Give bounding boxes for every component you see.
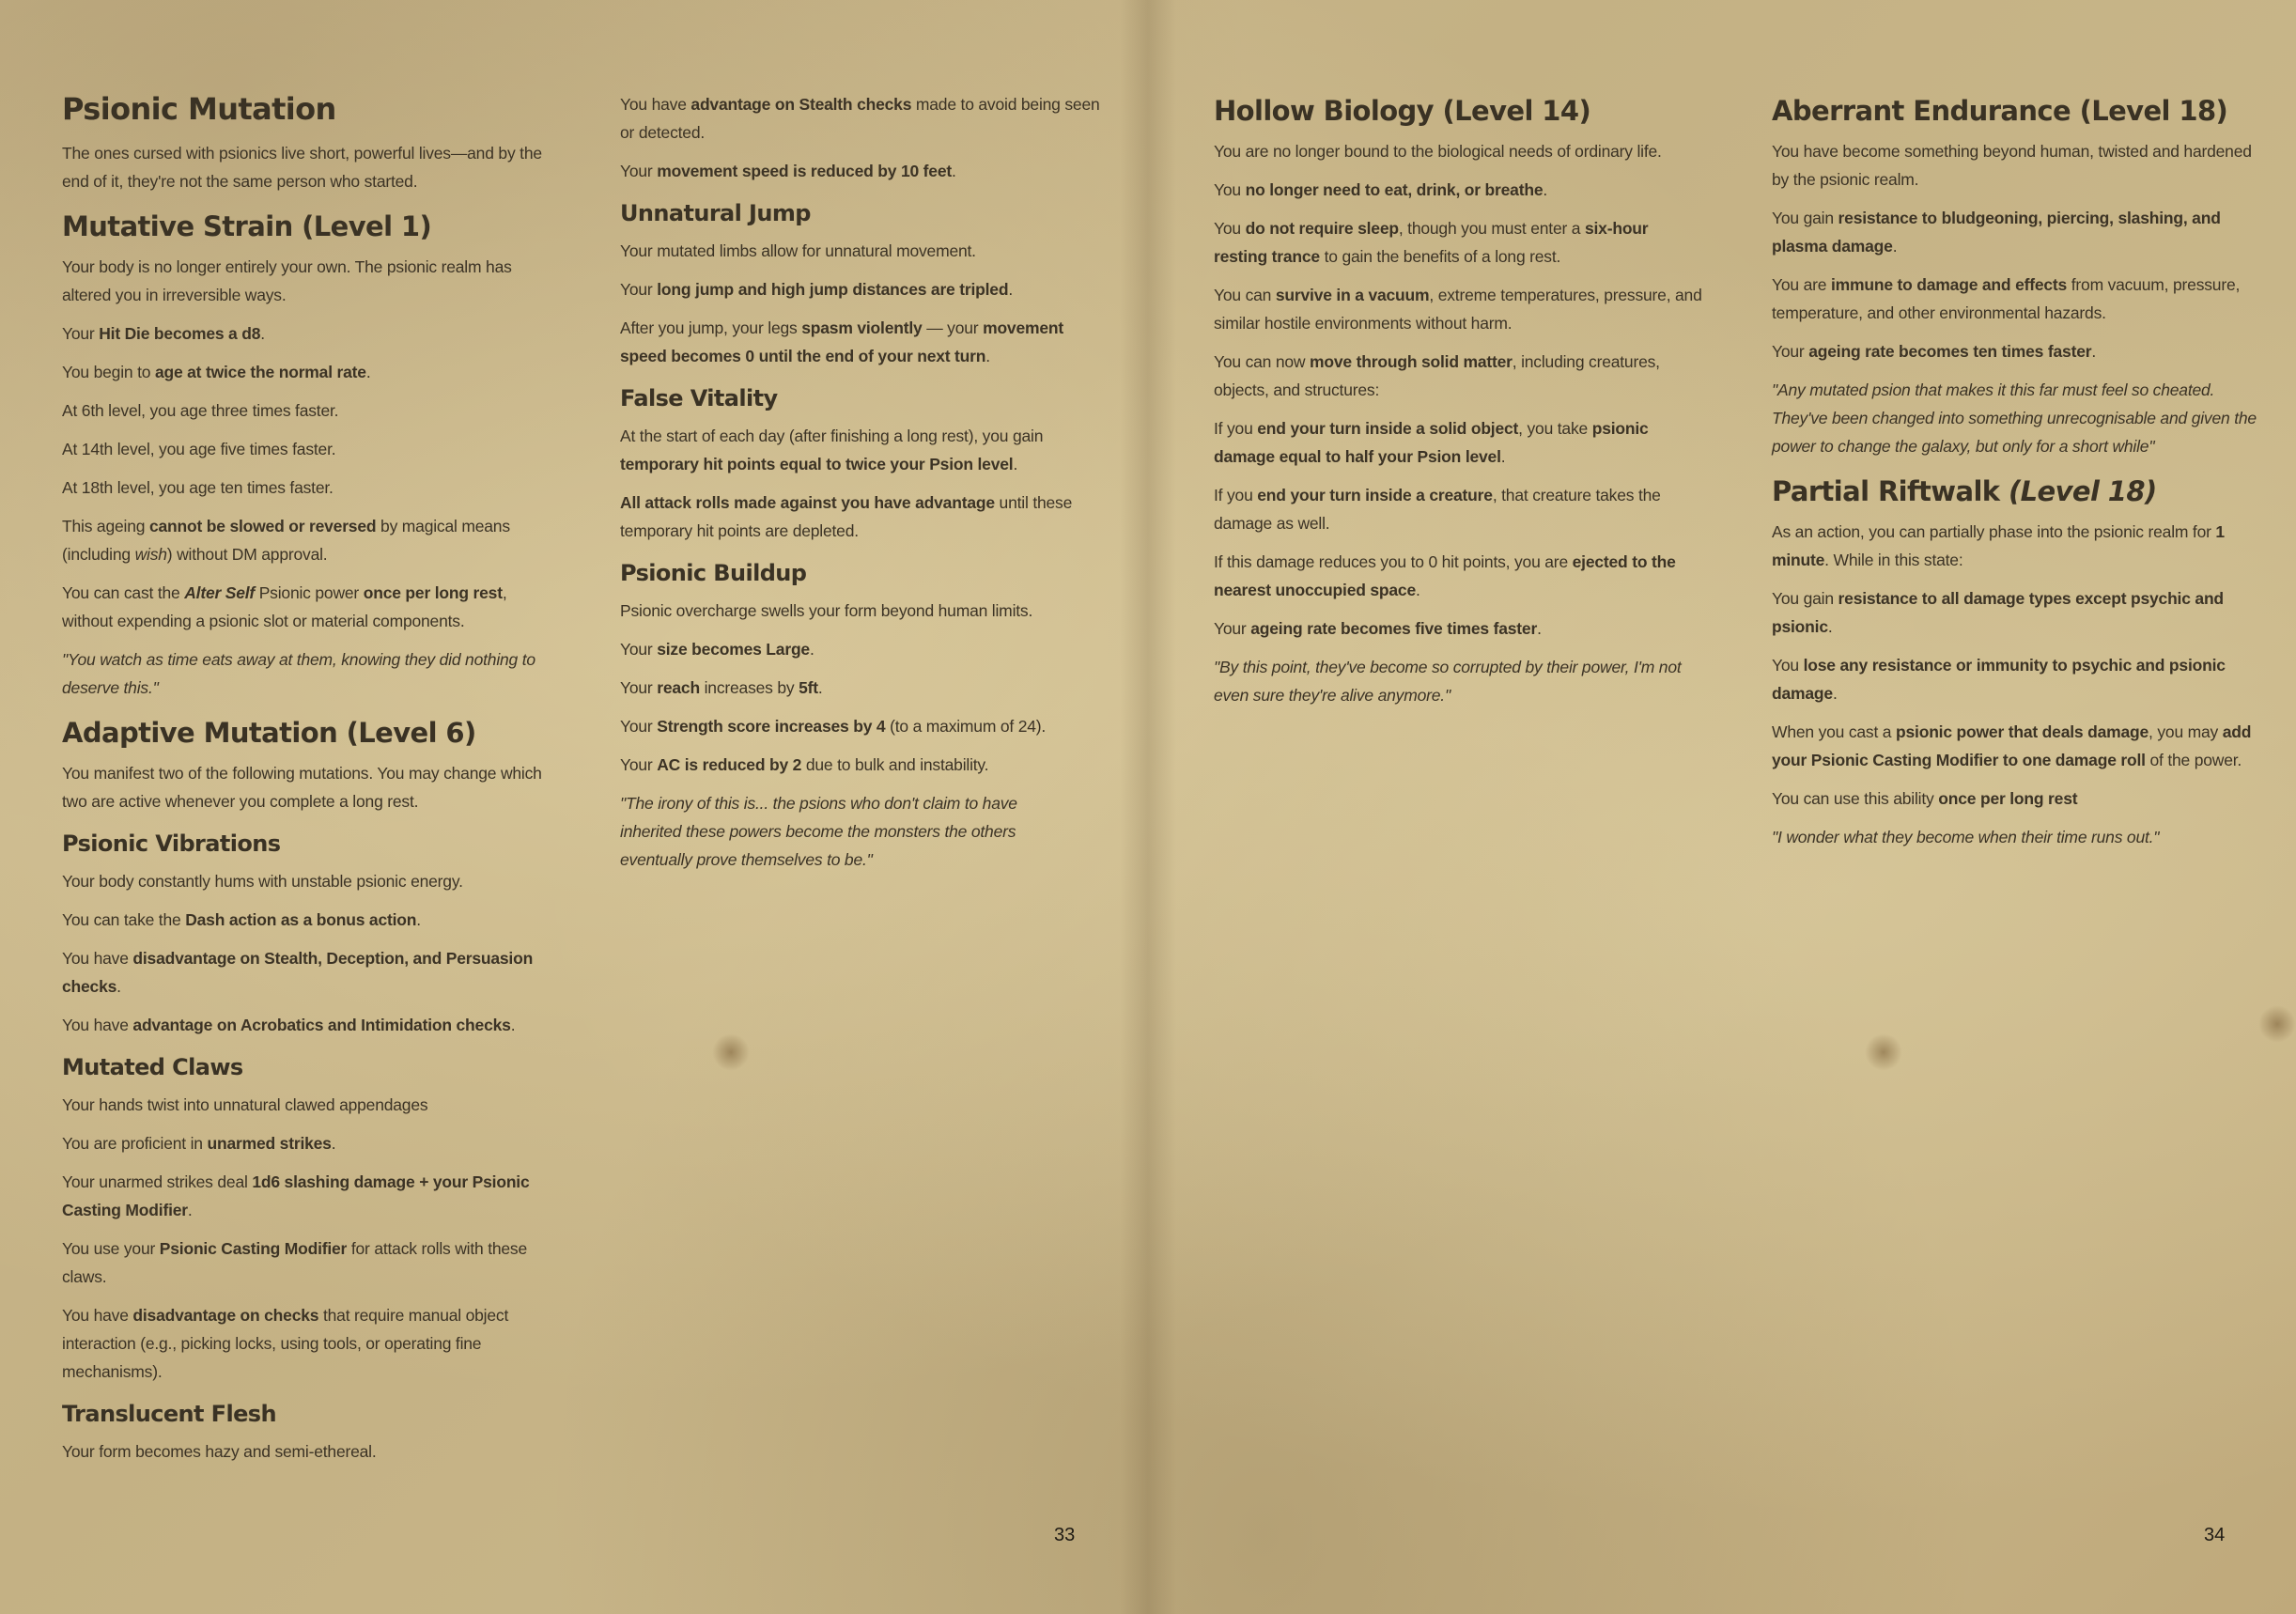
paragraph: When you cast a psionic power that deals damage, you may add your Psionic Casting Modifier to one damage roll of the power.	[1772, 722, 2252, 769]
left-column-2	[620, 90, 1109, 884]
false-vitality-heading: False Vitality	[620, 385, 778, 411]
paragraph: This ageing cannot be slowed or reversed by magical means (including wish) without DM approval.	[62, 517, 510, 564]
paragraph: You can take the Dash action as a bonus action.	[62, 910, 421, 929]
paragraph: You have disadvantage on Stealth, Deception, and Persuasion checks.	[62, 949, 534, 996]
paragraph: You lose any resistance or immunity to psychic and psionic damage.	[1772, 656, 2226, 703]
flavor-quote: "Any mutated psion that makes it this far must feel so cheated. They've been changed into something unrecognisable and given the power to change the galaxy, but only for a short while"	[1772, 380, 2257, 456]
paragraph: At 14th level, you age five times faster.	[62, 440, 336, 458]
paper-stain	[1865, 1033, 1902, 1071]
paragraph: Your mutated limbs allow for unnatural movement.	[620, 241, 976, 260]
paragraph: You have advantage on Acrobatics and Intimidation checks.	[62, 1016, 516, 1034]
paragraph: You no longer need to eat, drink, or breathe.	[1214, 180, 1548, 199]
paragraph: Your body constantly hums with unstable psionic energy.	[62, 872, 463, 891]
paragraph: You gain resistance to all damage types except psychic and psionic.	[1772, 589, 2224, 636]
paragraph: You have advantage on Stealth checks made to avoid being seen or detected.	[620, 95, 1100, 142]
paragraph: Psionic overcharge swells your form beyond human limits.	[620, 601, 1033, 620]
paragraph: If you end your turn inside a solid object, you take psionic damage equal to half your Psion level.	[1214, 419, 1649, 466]
paragraph: At 18th level, you age ten times faster.	[62, 478, 334, 497]
left-column-1	[62, 86, 551, 1476]
paragraph: You are no longer bound to the biological needs of ordinary life.	[1214, 142, 1662, 161]
paragraph: You can survive in a vacuum, extreme temperatures, pressure, and similar hostile environments without harm.	[1214, 286, 1702, 333]
mutative-strain-heading: Mutative Strain (Level 1)	[62, 210, 432, 242]
paragraph: You can now move through solid matter, including creatures, objects, and structures:	[1214, 352, 1660, 399]
psionic-buildup-heading: Psionic Buildup	[620, 560, 807, 586]
hollow-biology-heading: Hollow Biology (Level 14)	[1214, 95, 1591, 127]
paragraph: You begin to age at twice the normal rate.	[62, 363, 371, 381]
paragraph: You can use this ability once per long rest	[1772, 789, 2078, 808]
paper-stain	[2258, 1005, 2296, 1043]
paragraph: Your movement speed is reduced by 10 feet.	[620, 162, 956, 180]
paragraph: As an action, you can partially phase into the psionic realm for 1 minute. While in this state:	[1772, 522, 2225, 569]
paragraph: After you jump, your legs spasm violently — your movement speed becomes 0 until the end of your next turn.	[620, 318, 1064, 365]
paragraph: You have disadvantage on checks that require manual object interaction (e.g., picking locks, using tools, or operating fine mechanisms).	[62, 1306, 509, 1381]
psionic-vibrations-heading: Psionic Vibrations	[62, 830, 281, 857]
paragraph: You can cast the Alter Self Psionic power once per long rest, without expending a psionic slot or material components.	[62, 583, 507, 630]
paragraph: Your hands twist into unnatural clawed appendages	[62, 1095, 428, 1114]
paragraph: Your size becomes Large.	[620, 640, 814, 659]
paragraph: Your AC is reduced by 2 due to bulk and instability.	[620, 755, 989, 774]
intro-text: The ones cursed with psionics live short, powerful lives—and by the end of it, they're not the same person who started.	[62, 144, 542, 191]
right-column-1	[1214, 90, 1702, 720]
paragraph: If you end your turn inside a creature, that creature takes the damage as well.	[1214, 486, 1661, 533]
section-title: Psionic Mutation	[62, 91, 336, 127]
paragraph: Your form becomes hazy and semi-ethereal.	[62, 1442, 377, 1461]
flavor-quote: "By this point, they've become so corrupted by their power, I'm not even sure they're alive anymore."	[1214, 658, 1682, 705]
paragraph: You use your Psionic Casting Modifier for attack rolls with these claws.	[62, 1239, 528, 1286]
flavor-quote: "You watch as time eats away at them, knowing they did nothing to deserve this."	[62, 650, 535, 697]
paragraph: Your unarmed strikes deal 1d6 slashing damage + your Psionic Casting Modifier.	[62, 1172, 530, 1219]
paragraph: At 6th level, you age three times faster.	[62, 401, 339, 420]
paragraph: Your ageing rate becomes five times faster.	[1214, 619, 1542, 638]
paragraph: Your ageing rate becomes ten times faster.	[1772, 342, 2097, 361]
aberrant-endurance-heading: Aberrant Endurance (Level 18)	[1772, 95, 2228, 127]
partial-riftwalk-heading: Partial Riftwalk (Level 18)	[1772, 475, 2157, 507]
adaptive-mutation-heading: Adaptive Mutation (Level 6)	[62, 717, 476, 749]
paragraph: All attack rolls made against you have advantage until these temporary hit points are depleted.	[620, 493, 1073, 540]
paragraph: You gain resistance to bludgeoning, piercing, slashing, and plasma damage.	[1772, 209, 2221, 256]
paragraph: You are immune to damage and effects from vacuum, pressure, temperature, and other environmental hazards.	[1772, 275, 2241, 322]
paragraph: You are proficient in unarmed strikes.	[62, 1134, 336, 1153]
page-number: 33	[1054, 1525, 1076, 1545]
paragraph: If this damage reduces you to 0 hit points, you are ejected to the nearest unoccupied space.	[1214, 552, 1676, 599]
flavor-quote: "The irony of this is... the psions who don't claim to have inherited these powers become the monsters the others eventually prove themselves to be."	[620, 794, 1017, 869]
paragraph: At the start of each day (after finishing a long rest), you gain temporary hit points equal to twice your Psion level.	[620, 427, 1044, 473]
page-number: 34	[2204, 1525, 2226, 1545]
mutated-claws-heading: Mutated Claws	[62, 1054, 243, 1080]
paragraph: Your body is no longer entirely your own. The psionic realm has altered you in irreversible ways.	[62, 257, 512, 304]
paragraph: You have become something beyond human, twisted and hardened by the psionic realm.	[1772, 142, 2252, 189]
paragraph: You manifest two of the following mutations. You may change which two are active whenever you complete a long rest.	[62, 764, 542, 811]
flavor-quote: "I wonder what they become when their time runs out."	[1772, 828, 2160, 846]
paragraph: Your long jump and high jump distances are tripled.	[620, 280, 1014, 299]
paragraph: Your Strength score increases by 4 (to a maximum of 24).	[620, 717, 1047, 736]
right-column-2	[1772, 90, 2260, 861]
paragraph: You do not require sleep, though you must enter a six-hour resting trance to gain the benefits of a long rest.	[1214, 219, 1649, 266]
paragraph: Your Hit Die becomes a d8.	[62, 324, 265, 343]
paragraph: Your reach increases by 5ft.	[620, 678, 823, 697]
unnatural-jump-heading: Unnatural Jump	[620, 200, 811, 226]
translucent-flesh-heading: Translucent Flesh	[62, 1401, 276, 1427]
